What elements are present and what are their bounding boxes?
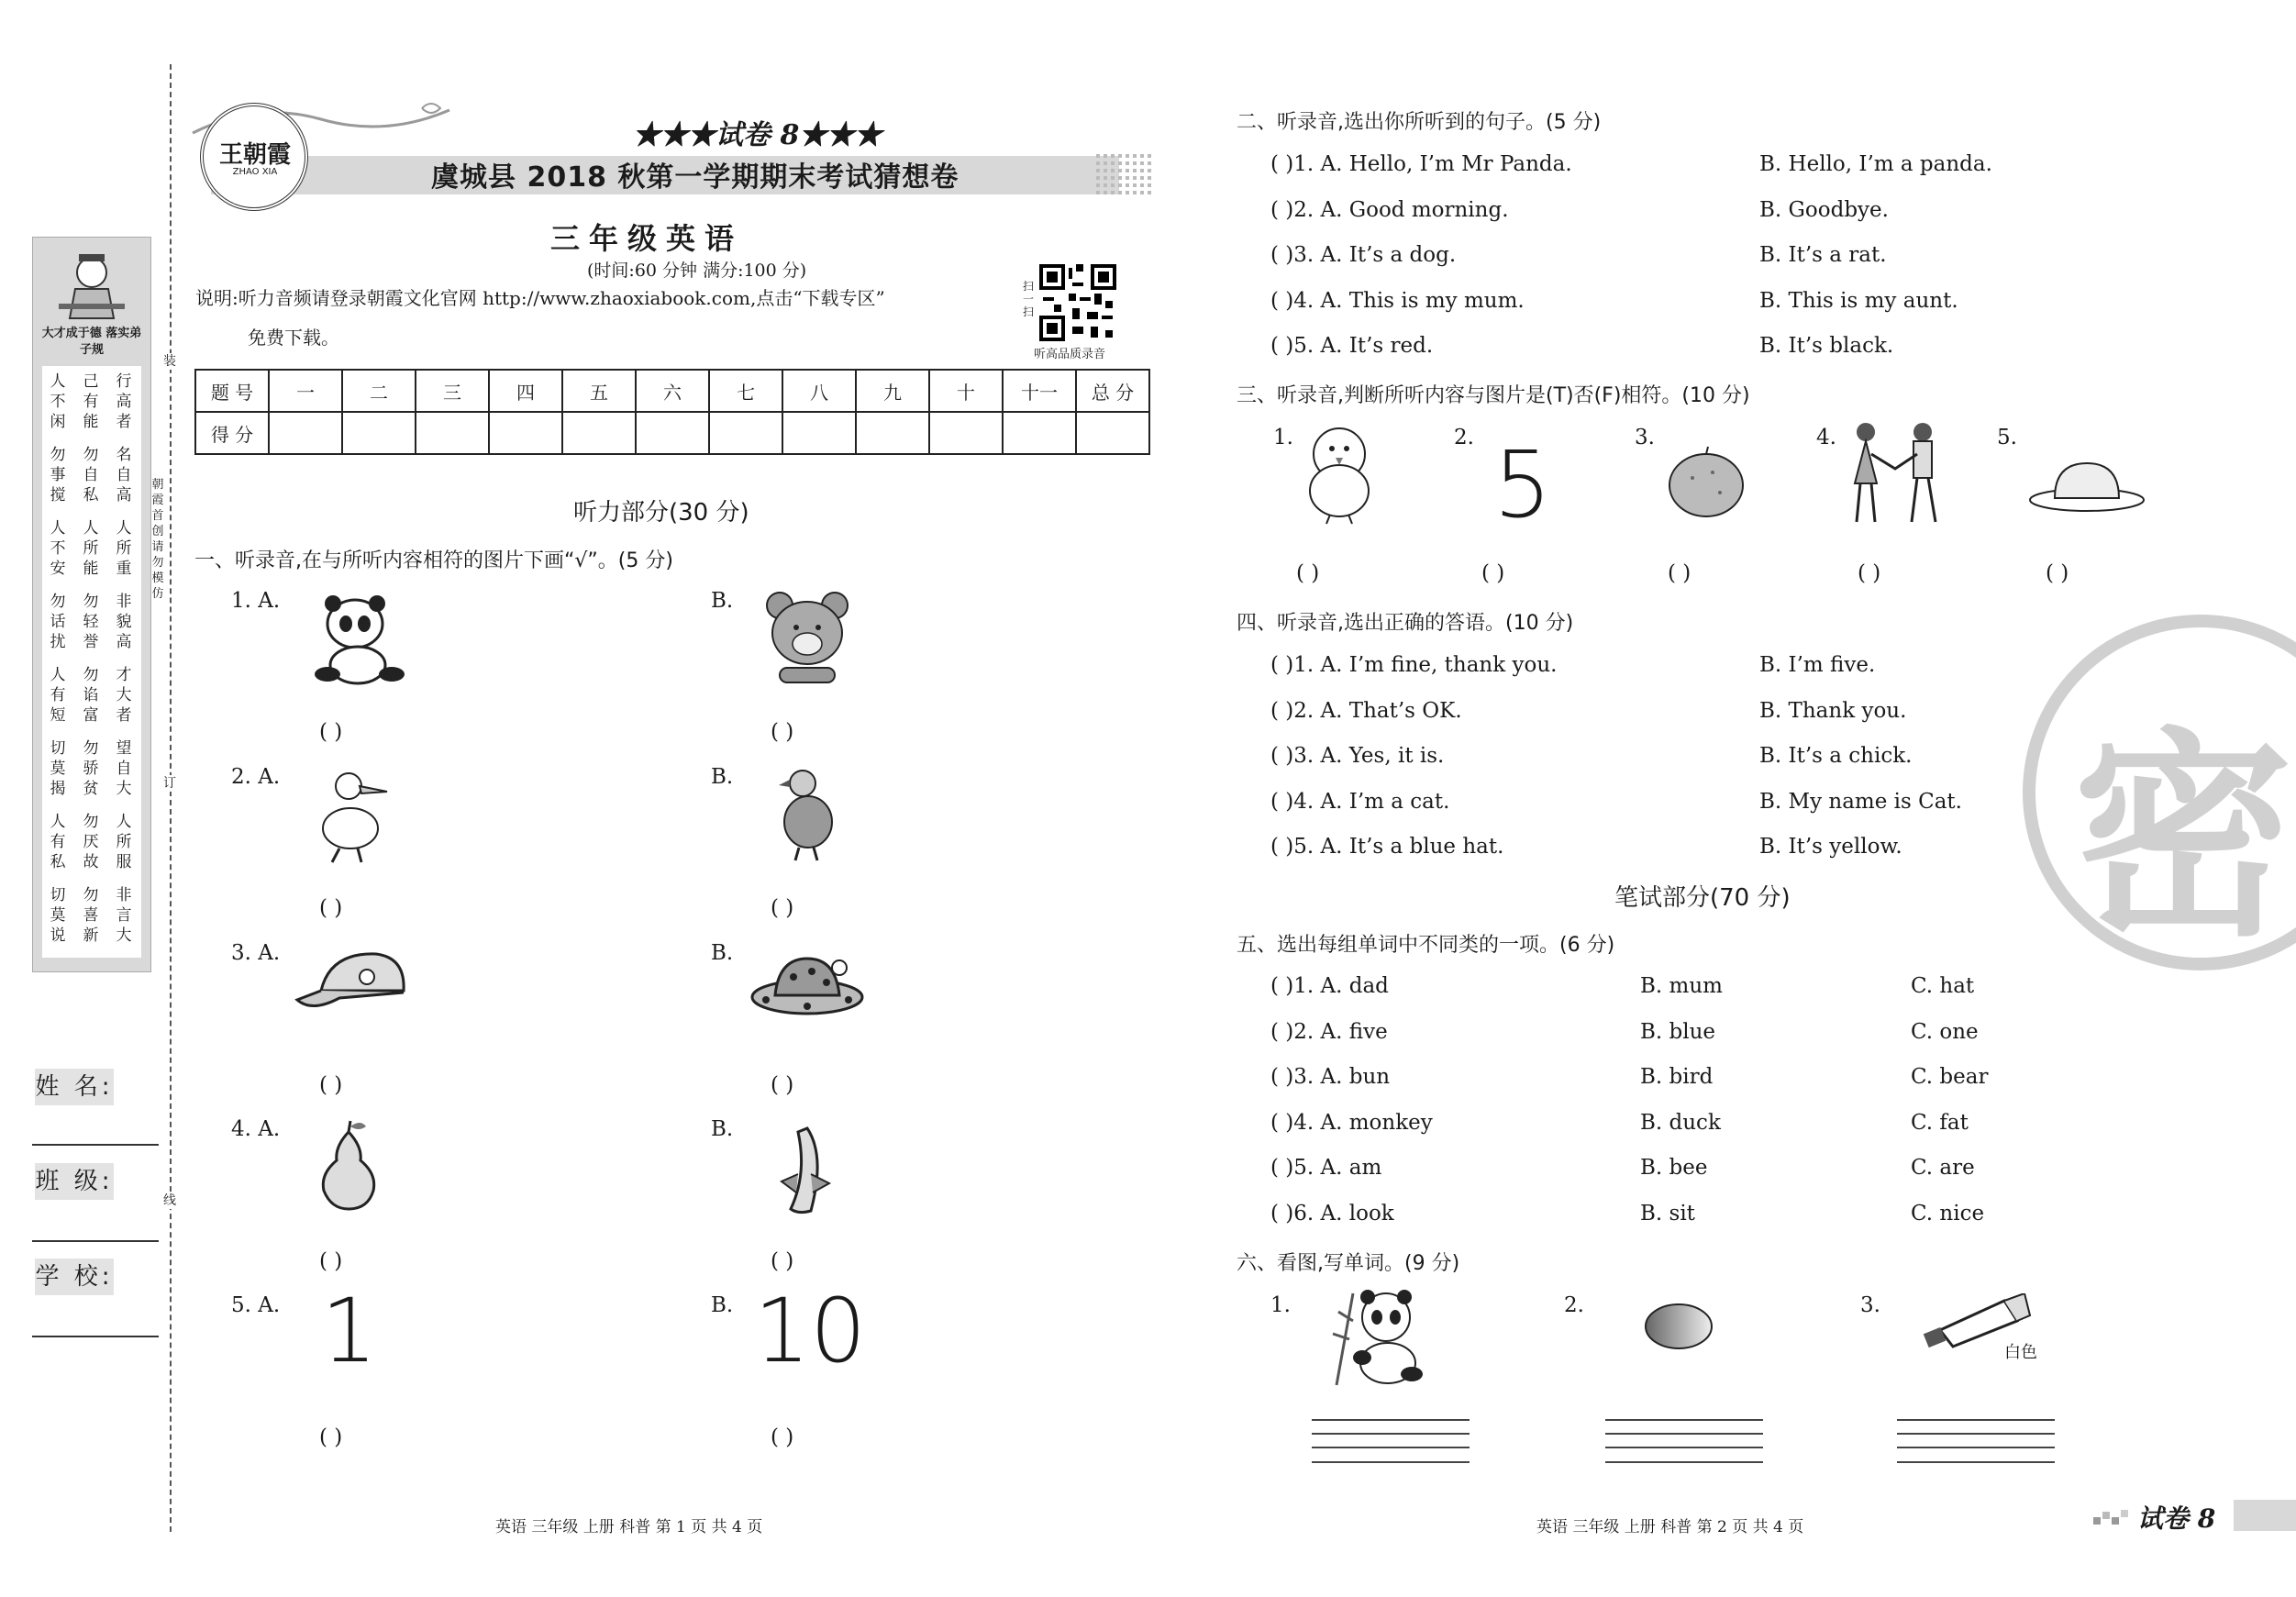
score-header-cell: 四	[489, 370, 562, 412]
bear-picture	[761, 587, 853, 688]
option-b: B. blue	[1640, 1020, 1716, 1044]
class-input-line[interactable]	[32, 1240, 159, 1242]
pic-label: 2.	[1564, 1293, 1584, 1317]
option-c: C. are	[1911, 1156, 1975, 1180]
score-cell[interactable]	[856, 412, 929, 454]
section5-title: 五、选出每组单词中不同类的一项。(6 分)	[1237, 934, 1615, 957]
publisher-logo	[200, 103, 308, 211]
logo-text: 王朝霞	[218, 141, 291, 169]
score-header-cell: 十一	[1003, 370, 1076, 412]
writing-line[interactable]	[1605, 1419, 1763, 1421]
answer-paren[interactable]: ( )	[771, 720, 794, 744]
option-b: B. bird	[1640, 1065, 1714, 1089]
score-header-cell: 七	[709, 370, 782, 412]
score-cell[interactable]	[342, 412, 416, 454]
binding-dash-line	[170, 64, 172, 1532]
pear-picture	[316, 1119, 381, 1211]
egg-picture	[1642, 1301, 1715, 1352]
school-input-line[interactable]	[32, 1336, 159, 1337]
option-b: B. I’m five.	[1759, 653, 1876, 677]
question: ( )6. A. look	[1270, 1202, 1394, 1225]
orange-picture	[1665, 445, 1747, 518]
pic-label: 2.	[1454, 426, 1474, 449]
answer-paren[interactable]: ( )	[319, 1425, 343, 1449]
score-value-row	[195, 412, 1149, 454]
motto-col: 勿轻誉	[83, 593, 99, 651]
option-b: B. It’s a chick.	[1759, 744, 1913, 768]
tf-paren[interactable]: ( )	[2046, 561, 2069, 585]
option-b: B. It’s yellow.	[1759, 835, 1902, 859]
score-header-cell: 六	[636, 370, 709, 412]
pic-label: 3.	[1860, 1293, 1880, 1317]
motto-col: 切莫揭	[50, 739, 66, 798]
option-c: C. hat	[1911, 974, 1975, 998]
option-b: B. bee	[1640, 1156, 1708, 1180]
score-cell[interactable]	[489, 412, 562, 454]
score-table	[194, 369, 1150, 455]
section4-title: 四、听录音,选出正确的答语。(10 分)	[1237, 612, 1574, 635]
item-label: 2. A.	[231, 765, 281, 789]
question: ( )4. A. This is my mum.	[1270, 289, 1525, 313]
question: ( )3. A. bun	[1270, 1065, 1391, 1089]
writing-line[interactable]	[1897, 1447, 2055, 1448]
writing-line[interactable]	[1605, 1461, 1763, 1463]
item-label: 1. A.	[231, 589, 281, 613]
writing-line[interactable]	[1312, 1447, 1470, 1448]
score-header-cell: 三	[416, 370, 489, 412]
seal-char: 订	[163, 776, 176, 791]
motto-col: 人有私	[50, 813, 66, 871]
question: ( )1. A. Hello, I’m Mr Panda.	[1270, 152, 1572, 176]
banana-picture	[771, 1119, 844, 1220]
duck-picture	[312, 766, 404, 867]
answer-paren[interactable]: ( )	[319, 720, 343, 744]
answer-paren[interactable]: ( )	[771, 1073, 794, 1097]
cap-picture	[294, 945, 413, 1018]
question: ( )2. A. That’s OK.	[1270, 699, 1462, 723]
score-cell[interactable]	[782, 412, 856, 454]
badge-bar	[2234, 1500, 2296, 1531]
subject-title: 三年级英语	[550, 221, 744, 256]
writing-line[interactable]	[1605, 1447, 1763, 1448]
writing-line[interactable]	[1312, 1419, 1470, 1421]
score-cell[interactable]	[269, 412, 342, 454]
score-cell[interactable]	[636, 412, 709, 454]
option-b: B. Hello, I’m a panda.	[1759, 152, 1992, 176]
question: ( )5. A. am	[1270, 1156, 1382, 1180]
chick-picture	[1293, 417, 1385, 527]
option-b: B. My name is Cat.	[1759, 790, 1962, 814]
motto-col: 勿谄富	[83, 666, 99, 725]
writing-line[interactable]	[1605, 1433, 1763, 1435]
option-b: B. mum	[1640, 974, 1723, 998]
question: ( )4. A. monkey	[1270, 1111, 1433, 1135]
motto-col: 勿自私	[83, 446, 99, 505]
answer-paren[interactable]: ( )	[771, 896, 794, 920]
writing-line[interactable]	[1897, 1461, 2055, 1463]
score-row-label: 得 分	[195, 412, 269, 454]
motto-col: 非言大	[116, 886, 132, 945]
footer-left: 英语 三年级 上册 科普 第 1 页 共 4 页	[495, 1518, 763, 1536]
qr-code[interactable]	[1039, 264, 1116, 341]
chick-picture	[766, 761, 849, 867]
item-label: 5. A.	[231, 1293, 281, 1317]
tf-paren[interactable]: ( )	[1296, 561, 1320, 585]
motto-col: 勿事搅	[50, 446, 66, 505]
option-b: B. sit	[1640, 1202, 1695, 1225]
score-header-cell: 十	[929, 370, 1003, 412]
score-header-cell: 题 号	[195, 370, 269, 412]
audio-note: 说明:听力音频请登录朝霞文化官网 http://www.zhaoxiabook.com,点击“下载专区”	[195, 287, 885, 309]
paper-number: ★★★试卷 8★★★	[633, 119, 882, 151]
writing-title: 笔试部分(70 分)	[1614, 884, 1791, 912]
score-cell[interactable]	[929, 412, 1003, 454]
option-b: B. This is my aunt.	[1759, 289, 1958, 313]
option-b: B. Thank you.	[1759, 699, 1907, 723]
panda-bamboo-picture	[1325, 1284, 1426, 1390]
item-label: B.	[711, 1293, 734, 1317]
tf-paren[interactable]: ( )	[1858, 561, 1881, 585]
motto-col: 勿喜新	[83, 886, 99, 945]
exam-title: 虞城县 2018 秋第一学期期末考试猜想卷	[431, 161, 959, 194]
audio-note-cont: 免费下载。	[248, 327, 339, 349]
motto-col: 人所服	[116, 813, 132, 871]
seal-note: 朝霞首创 请勿模仿	[151, 478, 164, 601]
panda-picture	[307, 587, 408, 688]
motto-col: 勿厌故	[83, 813, 99, 871]
item-label: B.	[711, 765, 734, 789]
tf-paren[interactable]: ( )	[1668, 561, 1691, 585]
question: ( )1. A. dad	[1270, 974, 1389, 998]
answer-paren[interactable]: ( )	[319, 1073, 343, 1097]
seal-char: 装	[163, 354, 176, 369]
question: ( )5. A. It’s a blue hat.	[1270, 835, 1504, 859]
number-one: 1	[321, 1280, 378, 1382]
question: ( )3. A. It’s a dog.	[1270, 243, 1457, 267]
option-b: B. Goodbye.	[1759, 198, 1889, 222]
score-cell[interactable]	[709, 412, 782, 454]
number-ten: 10	[754, 1280, 867, 1382]
question: ( )5. A. It’s red.	[1270, 334, 1434, 358]
motto-col: 勿话扰	[50, 593, 66, 651]
writing-line[interactable]	[1897, 1433, 2055, 1435]
section2-title: 二、听录音,选出你所听到的句子。(5 分)	[1237, 111, 1602, 134]
motto-col: 非貌高	[116, 593, 132, 651]
item-label: B.	[711, 1117, 734, 1141]
motto-panel	[32, 237, 151, 972]
item-label: B.	[711, 589, 734, 613]
score-header-row	[195, 370, 1149, 412]
question: ( )3. A. Yes, it is.	[1270, 744, 1445, 768]
section1-title: 一、听录音,在与所听内容相符的图片下画“√”。(5 分)	[194, 549, 673, 572]
motto-col: 切莫说	[50, 886, 66, 945]
motto-columns	[42, 366, 141, 958]
pic-label: 1.	[1273, 426, 1293, 449]
option-b: B. It’s a rat.	[1759, 243, 1887, 267]
writing-line[interactable]	[1897, 1419, 2055, 1421]
score-header-cell: 九	[856, 370, 929, 412]
motto-col: 才大者	[116, 666, 132, 725]
name-label: 姓 名:	[35, 1069, 114, 1105]
writing-line[interactable]	[1312, 1433, 1470, 1435]
seal-char: 线	[163, 1193, 176, 1208]
score-cell[interactable]	[416, 412, 489, 454]
name-input-line[interactable]	[32, 1144, 159, 1146]
score-header-cell: 八	[782, 370, 856, 412]
item-label: 3. A.	[231, 941, 281, 965]
answer-paren[interactable]: ( )	[319, 1249, 343, 1273]
tf-paren[interactable]: ( )	[1481, 561, 1505, 585]
motto-col: 人有短	[50, 666, 66, 725]
option-c: C. one	[1911, 1020, 1979, 1044]
class-label: 班 级:	[35, 1163, 114, 1200]
badge-blocks	[2093, 1506, 2130, 1528]
shaking-hands-picture	[1835, 417, 1954, 527]
number-five: 5	[1493, 431, 1552, 538]
option-c: C. nice	[1911, 1202, 1985, 1225]
cake-picture	[2027, 454, 2146, 518]
time-info: (时间:60 分钟 满分:100 分)	[587, 261, 807, 281]
pic-label: 4.	[1816, 426, 1836, 449]
option-b: B. duck	[1640, 1111, 1721, 1135]
score-header-cell: 五	[562, 370, 636, 412]
answer-paren[interactable]: ( )	[771, 1249, 794, 1273]
pic-label: 5.	[1997, 426, 2017, 449]
motto-col: 人所重	[116, 519, 132, 578]
item-label: B.	[711, 941, 734, 965]
motto-col: 人不安	[50, 519, 66, 578]
white-color-label: 白色	[2004, 1343, 2037, 1362]
listening-title: 听力部分(30 分)	[573, 499, 749, 527]
motto-col: 人不闲	[50, 372, 66, 431]
logo-subtext: ZHAO XIA	[232, 167, 278, 177]
option-b: B. It’s black.	[1759, 334, 1894, 358]
section3-title: 三、听录音,判断所听内容与图片是(T)否(F)相符。(10 分)	[1237, 384, 1750, 407]
qr-caption: 听高品质录音	[1034, 348, 1106, 361]
motto-col: 己有能	[83, 372, 99, 431]
paper-badge: 试卷 8	[2137, 1503, 2216, 1534]
score-header-cell: 一	[269, 370, 342, 412]
score-cell[interactable]	[1003, 412, 1076, 454]
answer-paren[interactable]: ( )	[319, 896, 343, 920]
hat-picture	[748, 949, 867, 1023]
watermark-char: 密	[2073, 709, 2294, 966]
option-c: C. fat	[1911, 1111, 1969, 1135]
banner-dots	[1096, 154, 1151, 196]
question: ( )4. A. I’m a cat.	[1270, 790, 1450, 814]
motto-col: 行高者	[116, 372, 132, 431]
score-header-cell: 总 分	[1076, 370, 1149, 412]
question: ( )2. A. five	[1270, 1020, 1388, 1044]
option-c: C. bear	[1911, 1065, 1989, 1089]
score-cell[interactable]	[1076, 412, 1149, 454]
motto-col: 勿骄贫	[83, 739, 99, 798]
question: ( )1. A. I’m fine, thank you.	[1270, 653, 1558, 677]
motto-col: 望自大	[116, 739, 132, 798]
school-label: 学 校:	[35, 1259, 114, 1295]
writing-line[interactable]	[1312, 1461, 1470, 1463]
pic-label: 3.	[1635, 426, 1655, 449]
motto-top: 大才成于德 落实弟子规	[41, 327, 142, 357]
boy-illustration	[53, 247, 130, 320]
qr-side-text: 扫一扫	[1023, 280, 1035, 318]
item-label: 4. A.	[231, 1117, 281, 1141]
pic-label: 1.	[1270, 1293, 1291, 1317]
section6-title: 六、看图,写单词。(9 分)	[1237, 1252, 1460, 1275]
score-cell[interactable]	[562, 412, 636, 454]
score-header-cell: 二	[342, 370, 416, 412]
footer-right: 英语 三年级 上册 科普 第 2 页 共 4 页	[1536, 1518, 1804, 1536]
answer-paren[interactable]: ( )	[771, 1425, 794, 1449]
question: ( )2. A. Good morning.	[1270, 198, 1509, 222]
motto-col: 人所能	[83, 519, 99, 578]
motto-col: 名自高	[116, 446, 132, 505]
